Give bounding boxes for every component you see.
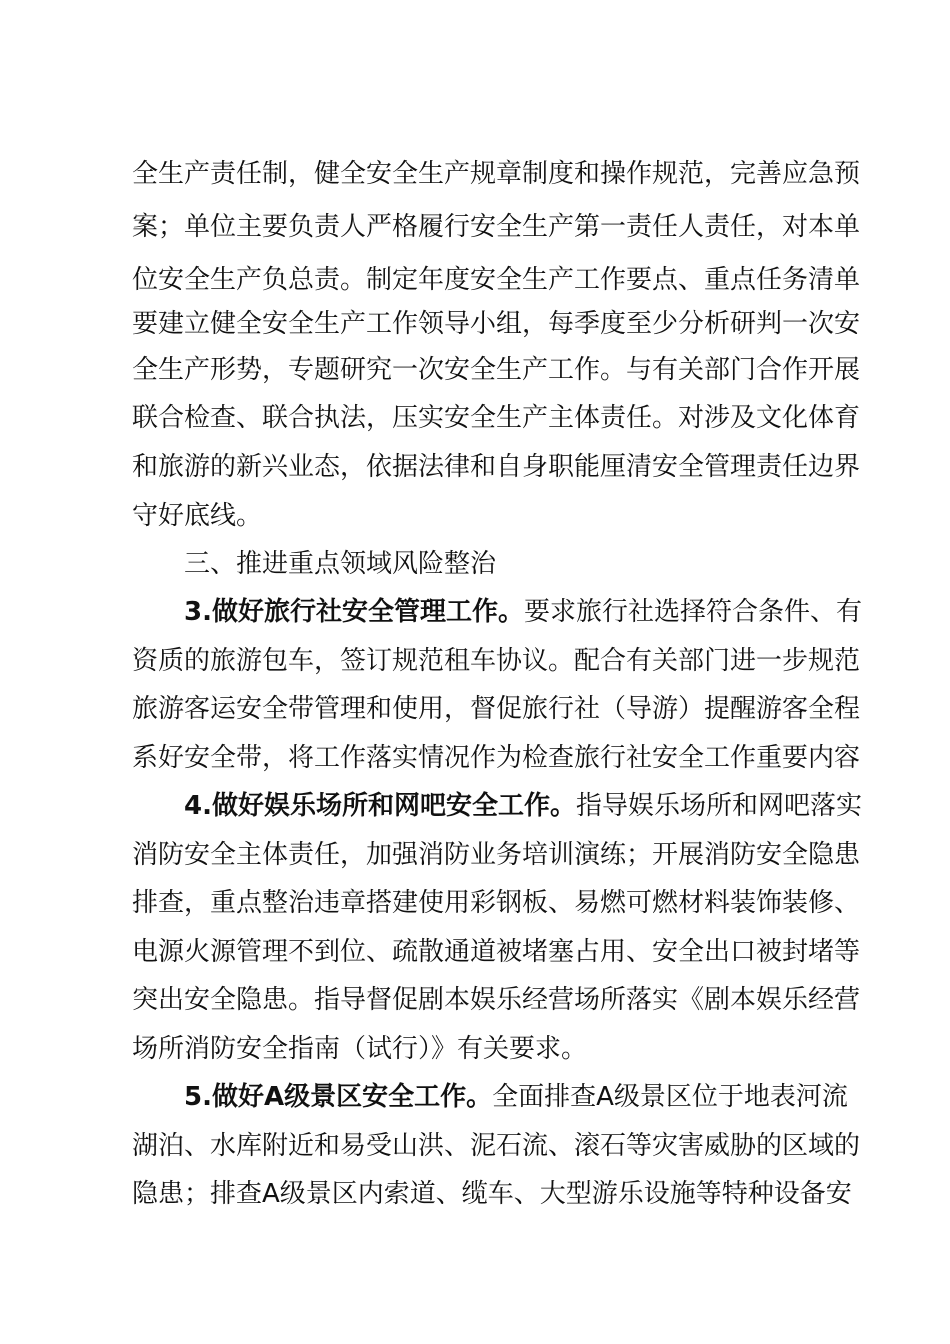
item-heading: 4.做好娱乐场所和网吧安全工作。 [184,791,576,821]
paragraph-line: 守好底线。 [132,501,263,531]
paragraph-line [184,1070,950,1124]
paragraph-line: 系好安全带，将工作落实情况作为检查旅行社安全工作重要内容 [132,743,861,773]
paragraph-line: 场所消防安全指南（试行）》有关要求。 [132,1034,588,1064]
paragraph-line: 消防安全主体责任，加强消防业务培训演练；开展消防安全隐患 [132,840,861,870]
paragraph-line: 资质的旅游包车，签订规范租车协议。配合有关部门进一步规范 [132,646,861,676]
paragraph-line: 要建立健全安全生产工作领导小组，每季度至少分析研判一次安 [132,309,861,339]
paragraph-line: 隐患；排查A级景区内索道、缆车、大型游乐设施等特种设备安 [132,1179,852,1209]
section-heading: 三、推进重点领域风险整治 [184,549,497,579]
paragraph-line [184,585,950,639]
paragraph-line: 全生产形势，专题研究一次安全生产工作。与有关部门合作开展 [132,355,861,385]
paragraph-text: 指导娱乐场所和网吧落实 [575,791,862,821]
item-heading: 3.做好旅行社安全管理工作。 [184,597,524,627]
paragraph-line: 案；单位主要负责人严格履行安全生产第一责任人责任，对本单 [132,212,861,242]
paragraph-line: 突出安全隐患。指导督促剧本娱乐经营场所落实《剧本娱乐经营 [132,985,861,1015]
paragraph-line: 位安全生产负总责。制定年度安全生产工作要点、重点任务清单 [132,265,861,295]
paragraph-line: 全生产责任制，健全安全生产规章制度和操作规范，完善应急预 [132,159,861,189]
paragraph-line: 电源火源管理不到位、疏散通道被堵塞占用、安全出口被封堵等 [132,937,861,967]
item-heading: 5.做好A级景区安全工作。 [184,1082,493,1112]
paragraph-line: 和旅游的新兴业态，依据法律和自身职能厘清安全管理责任边界 [132,452,861,482]
paragraph-line: 旅游客运安全带管理和使用，督促旅行社（导游）提醒游客全程 [132,694,861,724]
paragraph-text: 全面排查A级景区位于地表河流 [492,1082,848,1112]
paragraph-line [184,779,950,833]
paragraph-line: 排查，重点整治违章搭建使用彩钢板、易燃可燃材料装饰装修、 [132,888,861,918]
paragraph-line: 湖泊、水库附近和易受山洪、泥石流、滚石等灾害威胁的区域的 [132,1131,861,1161]
paragraph-text: 要求旅行社选择符合条件、有 [523,597,862,627]
paragraph-line: 联合检查、联合执法，压实安全生产主体责任。对涉及文化体育 [132,403,861,433]
